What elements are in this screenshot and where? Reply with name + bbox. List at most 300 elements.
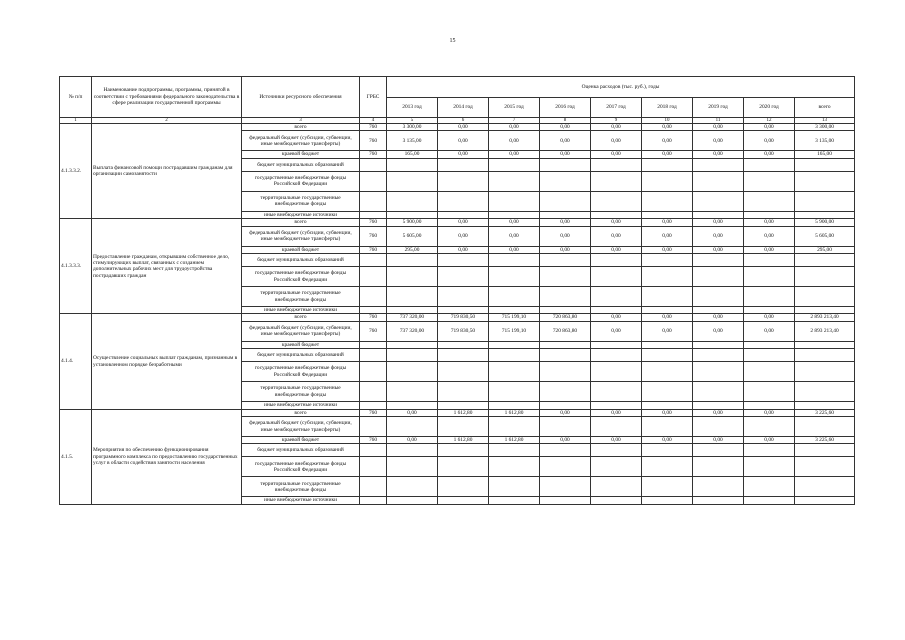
value-cell	[591, 287, 642, 307]
value-cell	[489, 417, 540, 437]
value-cell	[744, 254, 795, 267]
value-cell: 0,00	[438, 151, 489, 158]
value-cell: 0,00	[642, 409, 693, 416]
funding-source: территориальные государственные внебюджетные фонды	[242, 287, 360, 307]
value-cell: 0,00	[693, 321, 744, 341]
value-cell	[642, 444, 693, 457]
value-cell	[438, 349, 489, 362]
value-cell: 3 300,00	[387, 124, 438, 131]
value-cell: 165,00	[387, 151, 438, 158]
funding-source: федеральный бюджет (субсидии, субвенции, иные межбюджетные трансферты)	[242, 321, 360, 341]
value-cell: 0,00	[591, 437, 642, 444]
header-year: 2020 год	[744, 98, 795, 118]
value-cell: 0,00	[540, 151, 591, 158]
value-cell	[438, 287, 489, 307]
funding-source: краевой бюджет	[242, 246, 360, 253]
value-cell: 0,00	[693, 219, 744, 226]
item-name: Осуществление социальных выплат гражданам, признанным в установленном порядке безработными	[92, 314, 242, 409]
value-cell	[540, 287, 591, 307]
value-cell	[489, 191, 540, 211]
value-total	[795, 362, 855, 382]
value-cell	[387, 341, 438, 348]
funding-source: всего	[242, 409, 360, 416]
value-total: 2 893 213,40	[795, 321, 855, 341]
value-cell	[693, 497, 744, 504]
value-total: 165,00	[795, 151, 855, 158]
funding-source: бюджет муниципальных образований	[242, 158, 360, 171]
grbs-code: 760	[360, 151, 387, 158]
value-cell	[693, 362, 744, 382]
grbs-code	[360, 191, 387, 211]
value-cell: 0,00	[540, 246, 591, 253]
value-cell: 737 320,00	[387, 314, 438, 321]
value-cell: 0,00	[591, 219, 642, 226]
column-number: 3	[242, 118, 360, 124]
value-cell: 0,00	[693, 124, 744, 131]
item-name: Предоставление гражданам, открывшим собственное дело, стимулирующих выплат, связанных с созданием дополнительных рабочих мест для трудоустройства пострадавших граждан	[92, 219, 242, 314]
value-cell: 0,00	[540, 437, 591, 444]
value-total	[795, 497, 855, 504]
value-cell: 0,00	[744, 246, 795, 253]
header-year: 2014 год	[438, 98, 489, 118]
grbs-code: 760	[360, 409, 387, 416]
value-cell: 0,00	[489, 219, 540, 226]
value-cell	[438, 171, 489, 191]
value-cell	[387, 211, 438, 218]
value-cell: 0,00	[642, 437, 693, 444]
table-row	[60, 409, 855, 416]
value-cell	[591, 267, 642, 287]
value-total: 3 225,60	[795, 437, 855, 444]
value-cell	[489, 497, 540, 504]
value-cell: 0,00	[489, 246, 540, 253]
grbs-code	[360, 341, 387, 348]
value-cell	[693, 349, 744, 362]
value-cell	[540, 254, 591, 267]
header-year: 2017 год	[591, 98, 642, 118]
value-cell	[438, 497, 489, 504]
value-cell: 0,00	[744, 219, 795, 226]
value-cell	[387, 477, 438, 497]
grbs-code	[360, 444, 387, 457]
column-number: 12	[744, 118, 795, 124]
funding-source: иные внебюджетные источники	[242, 211, 360, 218]
value-cell	[387, 402, 438, 409]
column-number: 2	[92, 118, 242, 124]
value-cell	[489, 287, 540, 307]
table-row	[60, 314, 855, 321]
value-cell: 0,00	[591, 124, 642, 131]
value-total	[795, 417, 855, 437]
value-cell	[591, 158, 642, 171]
value-cell: 0,00	[693, 314, 744, 321]
funding-source: всего	[242, 219, 360, 226]
value-cell	[489, 382, 540, 402]
value-cell	[489, 457, 540, 477]
value-cell: 737 320,00	[387, 321, 438, 341]
header-grbs: ГРБС	[360, 77, 387, 118]
value-cell	[438, 444, 489, 457]
column-number: 6	[438, 118, 489, 124]
value-cell	[744, 362, 795, 382]
header-year: 2016 год	[540, 98, 591, 118]
funding-source: краевой бюджет	[242, 341, 360, 348]
value-cell	[387, 444, 438, 457]
value-cell: 0,00	[438, 246, 489, 253]
header-year: 2019 год	[693, 98, 744, 118]
value-cell	[744, 349, 795, 362]
value-cell: 0,00	[540, 131, 591, 151]
value-cell	[489, 402, 540, 409]
value-cell: 0,00	[591, 151, 642, 158]
value-cell	[387, 362, 438, 382]
value-cell	[693, 287, 744, 307]
value-cell: 0,00	[744, 124, 795, 131]
value-cell	[693, 402, 744, 409]
value-cell: 719 830,50	[438, 321, 489, 341]
value-cell: 0,00	[489, 151, 540, 158]
grbs-code	[360, 477, 387, 497]
value-total	[795, 211, 855, 218]
header-name: Наименование подпрограммы, программы, принятой в соответствии с требованиями федерального законодательства в сфере реализации государственной программы	[92, 77, 242, 118]
funding-source: федеральный бюджет (субсидии, субвенции, иные межбюджетные трансферты)	[242, 226, 360, 246]
value-cell	[693, 417, 744, 437]
header-estimate: Оценка расходов (тыс. руб.), годы	[387, 77, 855, 98]
value-cell	[489, 444, 540, 457]
value-cell: 0,00	[744, 226, 795, 246]
value-cell	[642, 287, 693, 307]
value-cell: 0,00	[438, 226, 489, 246]
value-cell: 0,00	[591, 314, 642, 321]
grbs-code	[360, 457, 387, 477]
value-cell	[489, 267, 540, 287]
value-cell	[438, 307, 489, 314]
header-num: № п/п	[60, 77, 92, 118]
value-cell	[387, 349, 438, 362]
value-cell	[387, 307, 438, 314]
grbs-code: 760	[360, 219, 387, 226]
value-total	[795, 307, 855, 314]
value-cell	[744, 191, 795, 211]
value-cell	[387, 267, 438, 287]
value-cell: 719 830,50	[438, 314, 489, 321]
funding-source: краевой бюджет	[242, 437, 360, 444]
column-number: 1	[60, 118, 92, 124]
grbs-code	[360, 171, 387, 191]
value-cell	[642, 382, 693, 402]
value-cell	[438, 457, 489, 477]
item-code: 4.1.3.3.2.	[60, 124, 92, 219]
value-cell: 5 900,00	[387, 219, 438, 226]
column-number: 9	[591, 118, 642, 124]
value-cell: 0,00	[489, 226, 540, 246]
value-total	[795, 191, 855, 211]
value-cell: 0,00	[744, 321, 795, 341]
header-year-total: всего	[795, 98, 855, 118]
value-cell: 0,00	[642, 246, 693, 253]
value-cell: 715 199,10	[489, 314, 540, 321]
value-cell: 1 612,80	[489, 437, 540, 444]
funding-source: государственные внебюджетные фонды Российской Федерации	[242, 362, 360, 382]
value-cell	[438, 254, 489, 267]
value-cell: 0,00	[489, 131, 540, 151]
item-name: Мероприятия по обеспечению функционирования программного комплекса по предоставлению государственных услуг в области содействия занятости населения	[92, 409, 242, 504]
value-total: 3 135,00	[795, 131, 855, 151]
grbs-code: 760	[360, 124, 387, 131]
value-cell	[489, 158, 540, 171]
value-cell: 0,00	[642, 219, 693, 226]
value-cell: 0,00	[744, 131, 795, 151]
value-total	[795, 171, 855, 191]
value-cell: 1 612,80	[438, 437, 489, 444]
value-cell	[744, 211, 795, 218]
funding-source: бюджет муниципальных образований	[242, 444, 360, 457]
value-cell: 0,00	[591, 226, 642, 246]
value-total	[795, 444, 855, 457]
column-number: 4	[360, 118, 387, 124]
value-cell	[693, 382, 744, 402]
value-total	[795, 457, 855, 477]
grbs-code	[360, 287, 387, 307]
value-cell	[387, 158, 438, 171]
funding-source: государственные внебюджетные фонды Российской Федерации	[242, 457, 360, 477]
value-cell	[591, 254, 642, 267]
value-total	[795, 341, 855, 348]
item-code: 4.1.4.	[60, 314, 92, 409]
value-cell	[744, 477, 795, 497]
column-number: 10	[642, 118, 693, 124]
value-cell	[642, 477, 693, 497]
value-total	[795, 349, 855, 362]
value-cell: 0,00	[642, 226, 693, 246]
value-cell	[693, 191, 744, 211]
column-number: 11	[693, 118, 744, 124]
value-cell: 295,00	[387, 246, 438, 253]
funding-source: иные внебюджетные источники	[242, 497, 360, 504]
value-cell	[591, 191, 642, 211]
value-cell	[744, 171, 795, 191]
grbs-code: 760	[360, 437, 387, 444]
header-year: 2018 год	[642, 98, 693, 118]
value-cell	[693, 267, 744, 287]
value-cell	[591, 362, 642, 382]
grbs-code	[360, 417, 387, 437]
column-number: 7	[489, 118, 540, 124]
value-cell: 0,00	[744, 314, 795, 321]
column-number: 8	[540, 118, 591, 124]
value-cell: 0,00	[387, 437, 438, 444]
value-cell: 0,00	[540, 124, 591, 131]
value-cell	[642, 267, 693, 287]
value-total: 5 605,00	[795, 226, 855, 246]
grbs-code	[360, 211, 387, 218]
value-cell	[438, 211, 489, 218]
value-cell	[693, 307, 744, 314]
grbs-code: 760	[360, 226, 387, 246]
value-cell	[540, 158, 591, 171]
value-total	[795, 382, 855, 402]
value-cell	[744, 417, 795, 437]
value-cell	[591, 382, 642, 402]
value-cell: 0,00	[642, 124, 693, 131]
value-cell: 0,00	[489, 124, 540, 131]
grbs-code	[360, 158, 387, 171]
value-cell: 1 612,80	[489, 409, 540, 416]
value-cell	[438, 341, 489, 348]
value-cell	[693, 171, 744, 191]
funding-source: бюджет муниципальных образований	[242, 254, 360, 267]
value-cell: 0,00	[540, 409, 591, 416]
value-cell: 715 199,10	[489, 321, 540, 341]
page-number: 15	[449, 38, 456, 44]
grbs-code: 760	[360, 321, 387, 341]
value-cell	[744, 497, 795, 504]
value-cell: 0,00	[438, 131, 489, 151]
value-total: 2 893 213,40	[795, 314, 855, 321]
value-cell	[744, 457, 795, 477]
value-cell	[642, 457, 693, 477]
value-cell	[540, 417, 591, 437]
value-total: 5 900,00	[795, 219, 855, 226]
value-cell	[693, 444, 744, 457]
funding-source: федеральный бюджет (субсидии, субвенции, иные межбюджетные трансферты)	[242, 417, 360, 437]
value-cell	[642, 171, 693, 191]
funding-source: государственные внебюджетные фонды Российской Федерации	[242, 267, 360, 287]
funding-source: иные внебюджетные источники	[242, 402, 360, 409]
value-total: 295,00	[795, 246, 855, 253]
value-cell: 0,00	[591, 409, 642, 416]
value-cell	[540, 402, 591, 409]
value-cell	[489, 477, 540, 497]
value-cell	[438, 158, 489, 171]
header-source: Источники ресурсного обеспечения	[242, 77, 360, 118]
funding-source: всего	[242, 124, 360, 131]
value-cell	[540, 349, 591, 362]
value-cell	[438, 191, 489, 211]
value-cell	[693, 158, 744, 171]
value-cell	[744, 341, 795, 348]
value-cell	[642, 417, 693, 437]
value-cell	[387, 382, 438, 402]
value-cell: 0,00	[693, 226, 744, 246]
table-row	[60, 219, 855, 226]
value-cell	[744, 287, 795, 307]
value-cell	[387, 171, 438, 191]
value-cell	[642, 307, 693, 314]
value-cell: 0,00	[540, 226, 591, 246]
value-cell: 0,00	[438, 124, 489, 131]
grbs-code: 760	[360, 131, 387, 151]
value-cell: 720 863,80	[540, 321, 591, 341]
value-cell: 0,00	[591, 246, 642, 253]
value-cell	[642, 402, 693, 409]
value-cell	[540, 457, 591, 477]
value-total: 3 300,00	[795, 124, 855, 131]
value-cell	[642, 341, 693, 348]
value-cell: 0,00	[642, 314, 693, 321]
value-cell	[591, 417, 642, 437]
value-cell	[591, 477, 642, 497]
value-cell	[438, 362, 489, 382]
value-cell: 0,00	[642, 151, 693, 158]
value-cell	[591, 341, 642, 348]
value-cell	[387, 417, 438, 437]
budget-table	[59, 76, 855, 505]
value-cell	[693, 341, 744, 348]
item-name: Выплата финансовой помощи пострадавшим гражданам для организации самозанятости	[92, 124, 242, 219]
value-cell	[693, 211, 744, 218]
funding-source: территориальные государственные внебюджетные фонды	[242, 477, 360, 497]
value-cell	[591, 402, 642, 409]
item-code: 4.1.3.3.3.	[60, 219, 92, 314]
value-cell: 0,00	[591, 321, 642, 341]
value-cell: 3 135,00	[387, 131, 438, 151]
value-total	[795, 402, 855, 409]
value-cell	[489, 171, 540, 191]
value-cell: 0,00	[744, 409, 795, 416]
item-code: 4.1.5.	[60, 409, 92, 504]
table-row	[60, 124, 855, 131]
value-cell: 720 863,80	[540, 314, 591, 321]
value-cell: 0,00	[642, 321, 693, 341]
column-number: 13	[795, 118, 855, 124]
value-cell	[540, 211, 591, 218]
grbs-code: 760	[360, 246, 387, 253]
value-cell	[387, 254, 438, 267]
header-year: 2013 год	[387, 98, 438, 118]
value-cell	[642, 211, 693, 218]
value-cell	[387, 457, 438, 477]
value-cell	[540, 362, 591, 382]
value-cell	[438, 382, 489, 402]
value-total: 3 225,60	[795, 409, 855, 416]
value-cell	[744, 307, 795, 314]
grbs-code: 760	[360, 314, 387, 321]
value-cell	[489, 211, 540, 218]
value-cell	[591, 444, 642, 457]
grbs-code	[360, 349, 387, 362]
value-cell: 0,00	[693, 131, 744, 151]
value-total	[795, 158, 855, 171]
value-cell	[387, 497, 438, 504]
value-cell	[591, 457, 642, 477]
value-cell	[693, 457, 744, 477]
value-cell	[387, 287, 438, 307]
value-cell: 0,00	[744, 437, 795, 444]
value-cell	[387, 191, 438, 211]
value-cell	[540, 497, 591, 504]
value-cell	[540, 382, 591, 402]
value-cell	[744, 158, 795, 171]
value-cell	[540, 171, 591, 191]
value-cell	[744, 382, 795, 402]
value-cell	[591, 211, 642, 218]
value-cell	[642, 349, 693, 362]
value-cell: 0,00	[591, 131, 642, 151]
value-cell	[540, 444, 591, 457]
value-cell	[591, 171, 642, 191]
value-cell	[489, 349, 540, 362]
grbs-code	[360, 307, 387, 314]
value-cell	[438, 402, 489, 409]
value-cell	[744, 444, 795, 457]
value-cell	[642, 254, 693, 267]
value-cell	[489, 307, 540, 314]
value-total	[795, 267, 855, 287]
grbs-code	[360, 382, 387, 402]
value-cell	[642, 158, 693, 171]
value-cell	[642, 362, 693, 382]
